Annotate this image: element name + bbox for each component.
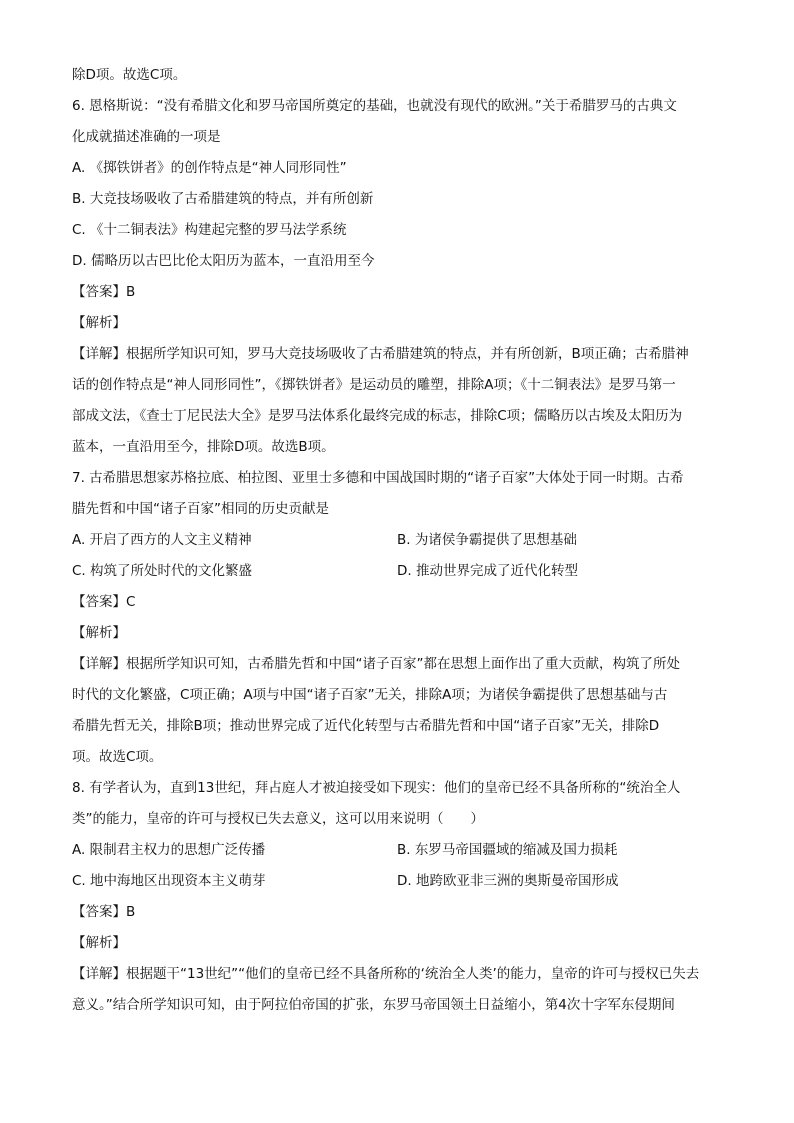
question-7-option-a: A. 开启了西方的人文主义精神 [72, 532, 252, 548]
question-8-option-d: D. 地跨欧亚非三洲的奥斯曼帝国形成 [397, 873, 619, 889]
question-8-options-row [72, 866, 722, 897]
question-8-analysis-heading: 【解析】 [72, 935, 126, 951]
question-7-stem-cont: 腊先哲和中国“诸子百家”相同的历史贡献是 [72, 501, 329, 517]
question-7-answer: 【答案】C [72, 594, 136, 610]
question-8-answer: 【答案】B [72, 904, 136, 920]
question-6-option-a: A. 《掷铁饼者》的创作特点是“神人同形同性” [72, 160, 347, 176]
question-7-detail: 【详解】根据所学知识可知，古希腊先哲和中国“诸子百家”都在思想上面作出了重大贡献，构筑了所处 [72, 656, 680, 672]
question-7-detail: 项。故选C项。 [72, 749, 163, 765]
question-7-analysis-heading: 【解析】 [72, 625, 126, 641]
text-line: 除D项。故选C项。 [72, 67, 187, 83]
question-7-option-d: D. 推动世界完成了近代化转型 [397, 563, 578, 579]
question-7-option-c: C. 构筑了所处时代的文化繁盛 [72, 563, 253, 579]
question-6-detail: 话的创作特点是“神人同形同性”，《掷铁饼者》是运动员的雕塑，排除A项；《十二铜表法》是罗马第一 [72, 377, 676, 393]
question-8-options-row [72, 835, 722, 866]
question-6-detail: 【详解】根据所学知识可知，罗马大竞技场吸收了古希腊建筑的特点，并有所创新，B项正确；古希腊神 [72, 346, 689, 362]
question-7-detail: 时代的文化繁盛，C项正确；A项与中国“诸子百家”无关，排除A项；为诸侯争霸提供了思想基础与古 [72, 687, 668, 703]
question-8-detail: 【详解】根据题干“13世纪”“他们的皇帝已经不具备所称的‘统治全人类’的能力，皇帝的许可与授权已失去 [72, 966, 700, 982]
question-7-detail: 希腊先哲无关，排除B项；推动世界完成了近代化转型与古希腊先哲和中国“诸子百家”无关，排除D [72, 718, 660, 734]
question-6-answer: 【答案】B [72, 284, 136, 300]
question-6-option-d: D. 儒略历以古巴比伦太阳历为蓝本，一直沿用至今 [72, 253, 375, 269]
question-6-analysis-heading: 【解析】 [72, 315, 126, 331]
question-7-stem: 7. 古希腊思想家苏格拉底、柏拉图、亚里士多德和中国战国时期的“诸子百家”大体处于同一时期。古希 [72, 470, 684, 486]
question-6-option-c: C. 《十二铜表法》构建起完整的罗马法学系统 [72, 222, 347, 238]
question-7-options-row [72, 525, 722, 556]
question-7-option-b: B. 为诸侯争霸提供了思想基础 [397, 532, 577, 548]
question-8-option-a: A. 限制君主权力的思想广泛传播 [72, 842, 266, 858]
question-6-stem-cont: 化成就描述准确的一项是 [72, 129, 221, 145]
question-8-option-c: C. 地中海地区出现资本主义萌芽 [72, 873, 266, 889]
question-6-stem: 6. 恩格斯说：“没有希腊文化和罗马帝国所奠定的基础，也就没有现代的欧洲。”关于希腊罗马的古典文 [72, 98, 677, 114]
question-7-options-row [72, 556, 722, 587]
question-6-detail: 部成文法，《查士丁尼民法大全》是罗马法体系化最终完成的标志，排除C项；儒略历以古埃及太阳历为 [72, 408, 683, 424]
question-8-option-b: B. 东罗马帝国疆域的缩减及国力损耗 [397, 842, 618, 858]
question-6-detail: 蓝本，一直沿用至今，排除D项。故选B项。 [72, 439, 335, 455]
question-6-option-b: B. 大竞技场吸收了古希腊建筑的特点，并有所创新 [72, 191, 374, 207]
question-8-detail: 意义。”结合所学知识可知，由于阿拉伯帝国的扩张，东罗马帝国领土日益缩小，第4次十字军东侵期间 [72, 997, 675, 1013]
document-page [72, 60, 722, 1021]
question-8-stem: 8. 有学者认为，直到13世纪，拜占庭人才被迫接受如下现实：他们的皇帝已经不具备所称的“统治全人 [72, 780, 681, 796]
question-8-stem-cont: 类”的能力，皇帝的许可与授权已失去意义，这可以用来说明（ ） [72, 811, 484, 827]
